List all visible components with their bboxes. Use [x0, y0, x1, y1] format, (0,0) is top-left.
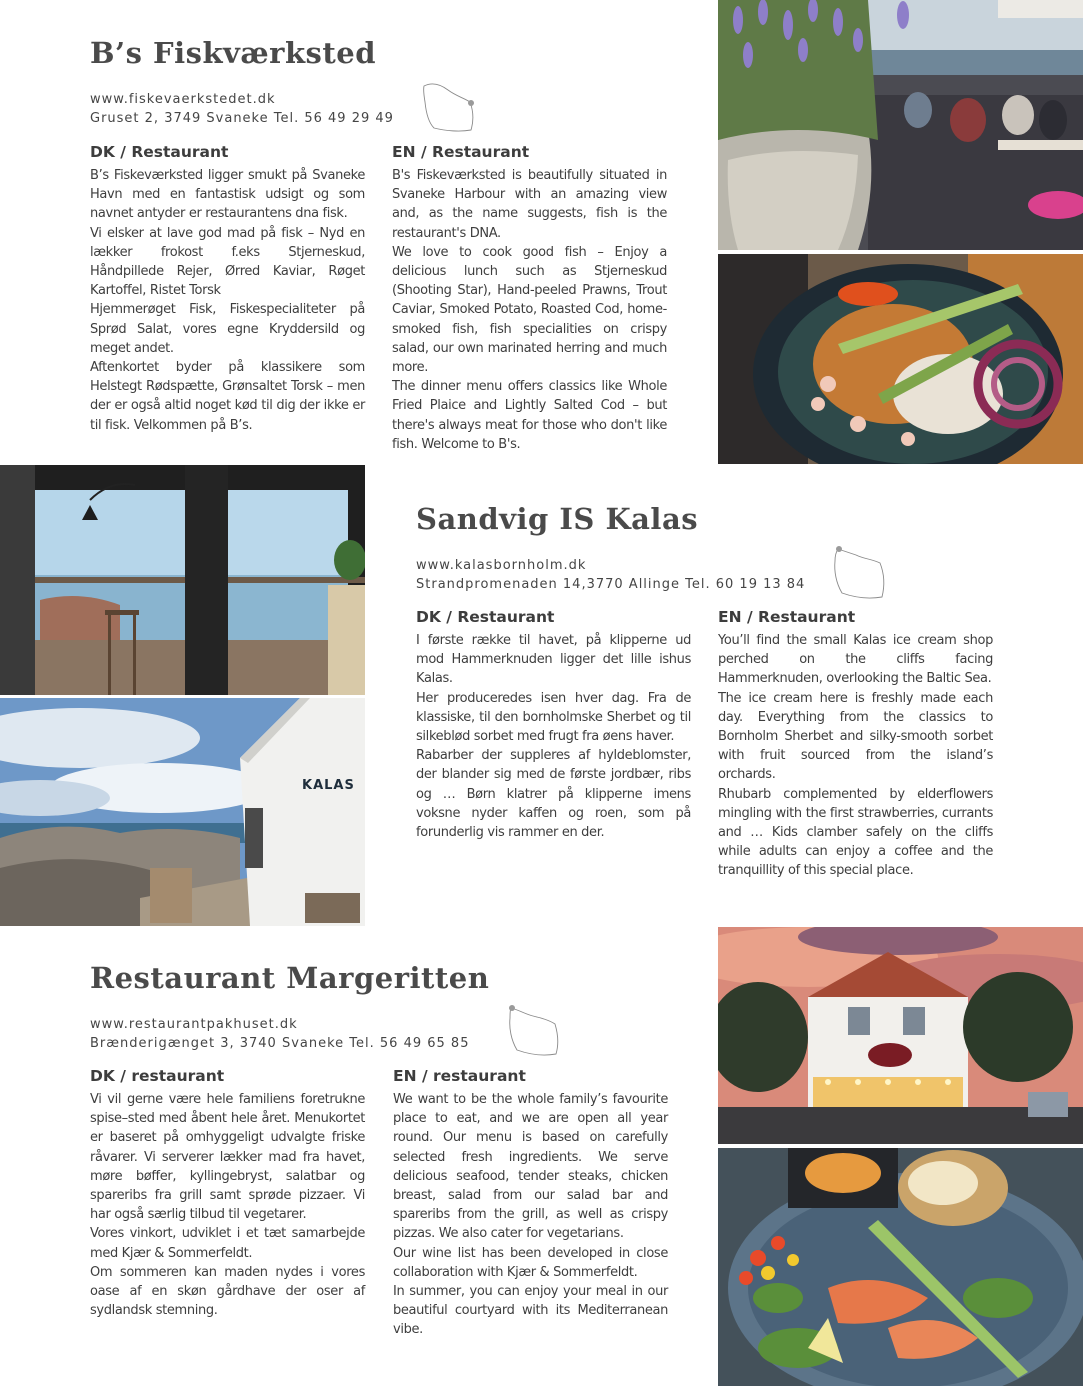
- body-paragraph: The dinner menu offers classics like Whole Fried Plaice and Lightly Salted Cod – but there's always meat for those who don't like fish. Welcome to B's.: [392, 379, 667, 452]
- body-paragraph: B’s Fiskeværksted ligger smukt på Svaneke Havn med en fantastisk udsigt og som navnet antyder er restaurantens dna fisk.: [90, 168, 365, 222]
- address-line: Gruset 2, 3749 Svaneke Tel. 56 49 29 49: [90, 111, 394, 126]
- salmon-dish-photo: [718, 1148, 1083, 1386]
- address-line: Brænderigænget 3, 3740 Svaneke Tel. 56 49 65 85: [90, 1036, 470, 1051]
- restaurant-title: B’s Fiskværksted: [90, 36, 377, 70]
- website-link[interactable]: www.kalasbornholm.dk: [416, 558, 587, 573]
- body-paragraph: Vi elsker at lave god mad på fisk – Nyd en lækker frokost f.eks Stjerneskud, Håndpillede Rejer, Ørred Kaviar, Røget Kartoffel, Ristet Torsk: [90, 225, 365, 299]
- body-paragraph: Rhubarb complemented by elderflowers mingling with the first strawberries, currants and … Kids clamber safely on the cliffs while adults can enjoy a coffee and the tranquillity of this special place.: [718, 786, 993, 879]
- body-paragraph: Rabarber der suppleres af hyldeblomster, der blander sig med de første jordbær, ribs og … Børn klatrer på klipperne imens voksne nyder kaffen og roen, som på forunderlig vis rammer en der.: [416, 748, 691, 841]
- body-paragraph: We want to be the whole family’s favourite place to eat, and we are open all year round. Our menu is based on carefully selected fresh ingredients. We serve delicious seafood, tender steaks, chicken breast, salad from our salad bar and spareribs from the grill, as well as crispy pizzas. We also cater for vegetarians.: [393, 1092, 668, 1242]
- body-paragraph: You’ll find the small Kalas ice cream shop perched on the cliffs facing Hammerknuden, overlooking the Baltic Sea.: [718, 633, 993, 687]
- restaurant-building-photo: [718, 927, 1083, 1144]
- website-link[interactable]: www.restaurantpakhuset.dk: [90, 1017, 298, 1032]
- contact-info: [90, 1015, 469, 1053]
- kalas-sign-text: KALAS: [302, 778, 355, 793]
- location-map-icon: [830, 543, 888, 601]
- dk-column: [416, 608, 691, 842]
- column-heading: DK / restaurant: [90, 1067, 225, 1085]
- fish-dish-photo: [718, 254, 1083, 464]
- address-line: Strandpromenaden 14,3770 Allinge Tel. 60 19 13 84: [416, 577, 806, 592]
- restaurant-title: Restaurant Margeritten: [90, 961, 490, 995]
- body-paragraph: Vi vil gerne være hele familiens foretrukne spise–sted med åbent hele året. Menukortet er baseret på omhyggeligt udvalgte friske råvarer. Vi serverer lækker mad fra havet, møre bøffer, kyllingebryst, salatbar og spareribs fra grill samt sprøde pizzaer. Vi har også særlig tilbud til vegetarer.: [90, 1092, 365, 1223]
- en-column: [392, 143, 667, 454]
- body-paragraph: The ice cream here is freshly made each day. Everything from the classics to Bornholm Sherbet and silky-smooth sorbet with fruit sourced from the island’s orchards.: [718, 690, 993, 783]
- website-link[interactable]: www.fiskevaerkstedet.dk: [90, 92, 276, 107]
- body-paragraph: B's Fiskeværksted is beautifully situated in Svaneke Harbour with an amazing view and, as the name suggests, fish is the restaurant's DNA.: [392, 168, 667, 241]
- en-column: [718, 608, 993, 881]
- kalas-ice-cream-house-photo: [0, 698, 365, 926]
- terrace-photo: [718, 0, 1083, 250]
- column-heading: EN / Restaurant: [718, 608, 856, 626]
- body-paragraph: Vores vinkort, udviklet i et tæt samarbejde med Kjær & Sommerfeldt.: [90, 1226, 365, 1261]
- column-heading: EN / restaurant: [393, 1067, 526, 1085]
- body-paragraph: In summer, you can enjoy your meal in our beautiful courtyard with its Mediterranean vibe.: [393, 1284, 668, 1338]
- location-map-icon: [505, 1002, 563, 1060]
- contact-info: [416, 556, 805, 594]
- body-paragraph: Hjemmerøget Fisk, Fiskespecialiteter på Sprød Salat, vores egne Kryddersild og meget andet.: [90, 302, 365, 356]
- location-map-icon: [420, 80, 478, 136]
- dk-column: [90, 1067, 365, 1320]
- restaurant-title: Sandvig IS Kalas: [416, 502, 699, 536]
- body-paragraph: We love to cook good fish – Enjoy a delicious lunch such as Stjerneskud (Shooting Star), Hand-peeled Prawns, Trout Caviar, Smoked Potato, Roasted Cod, home-smoked fish, fish specialities on crispy salad, our own marinated herring and much more.: [392, 244, 667, 376]
- body-paragraph: Her produceredes isen hver dag. Fra de klassiske, til den bornholmske Sherbet og til silkeblød sorbet med frugt fra øens haver.: [416, 690, 691, 745]
- contact-info: [90, 90, 394, 128]
- body-paragraph: Om sommeren kan maden nydes i vores oase af en skøn gårdhave der oser af sydlandsk stemning.: [90, 1264, 365, 1319]
- body-paragraph: I første række til havet, på klipperne ud mod Hammerknuden ligger det lille ishus Kalas.: [416, 633, 691, 687]
- body-paragraph: Our wine list has been developed in close collaboration with Kjær & Sommerfeldt.: [393, 1245, 668, 1280]
- en-column: [393, 1067, 668, 1340]
- column-heading: EN / Restaurant: [392, 143, 530, 161]
- dk-column: [90, 143, 365, 435]
- column-heading: DK / Restaurant: [416, 608, 555, 626]
- column-heading: DK / Restaurant: [90, 143, 229, 161]
- body-paragraph: Aftenkortet byder på klassikere som Helstegt Rødspætte, Grønsaltet Torsk – men der er også altid noget kød til dig der ikke er til fisk. Velkommen på B’s.: [90, 360, 365, 433]
- cafe-interior-photo: [0, 465, 365, 695]
